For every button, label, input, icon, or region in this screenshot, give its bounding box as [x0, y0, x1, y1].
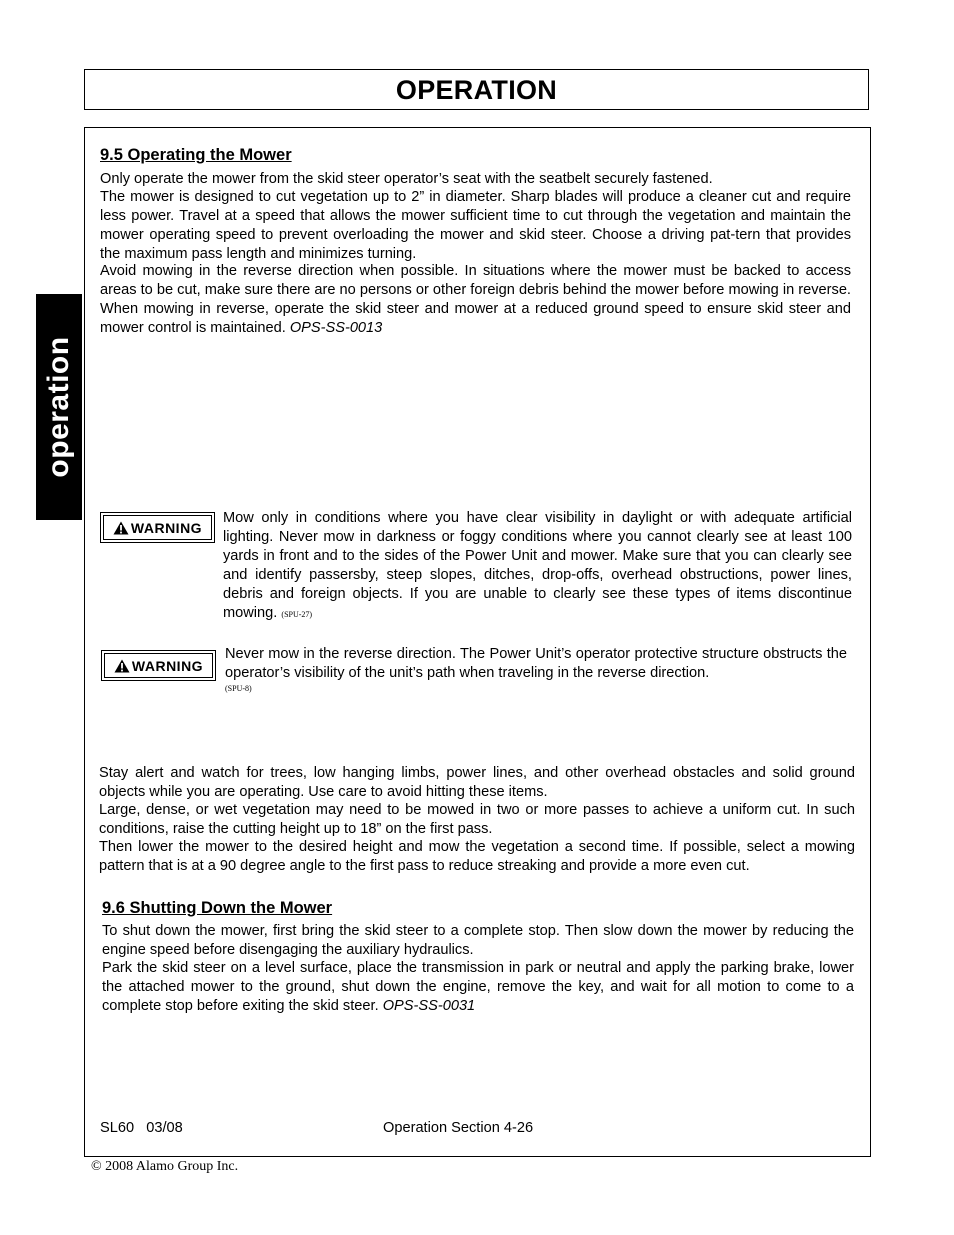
section-95-heading: 9.5 Operating the Mower — [100, 146, 292, 164]
section-96-p1: To shut down the mower, first bring the skid steer to a complete stop. Then slow down the mower by reducing the engine speed before disengaging the auxiliary hydraulics. — [102, 923, 854, 958]
section-95-p4: Stay alert and watch for trees, low hanging limbs, power lines, and other overhead obstacles and solid ground objects while you are operating. Use care to avoid hitting these items. — [99, 765, 855, 800]
warning-badge-2-inner — [104, 653, 213, 678]
warning-badge-1 — [100, 512, 215, 543]
warning-triangle-icon — [113, 521, 129, 535]
side-tab-label: operation — [42, 336, 75, 478]
footer-model: SL60 03/08 — [100, 1120, 183, 1136]
warning-badge-2 — [101, 650, 216, 681]
side-tab — [36, 294, 82, 520]
warning-1-code: (SPU-27) — [281, 610, 313, 619]
warning-triangle-icon — [114, 659, 130, 673]
copyright: © 2008 Alamo Group Inc. — [91, 1159, 239, 1174]
footer-page: Operation Section 4-26 — [383, 1120, 534, 1136]
warning-badge-2-label: WARNING — [131, 657, 204, 674]
section-96-p2-text: Park the skid steer on a level surface, place the transmission in park or neutral and apply the parking brake, lower the attached mower to the ground, shut down the engine, remove the key, and wait for all motion to come to a complete stop before exiting the skid steer. — [102, 960, 854, 1014]
warning-2-text: Never mow in the reverse direction. The Power Unit’s operator protective structure obstructs the operator’s visibility of the unit’s path when traveling in the reverse direction. — [225, 646, 847, 681]
warning-badge-1-label: WARNING — [130, 519, 203, 536]
section-96-heading: 9.6 Shutting Down the Mower — [102, 899, 333, 917]
header-box — [84, 69, 869, 110]
warning-1-text — [223, 509, 852, 624]
section-95-p3 — [100, 262, 851, 338]
section-95-p5: Large, dense, or wet vegetation may need to be mowed in two or more passes to achieve a uniform cut. In such conditions, raise the cutting height up to 18” on the first pass. — [99, 802, 855, 837]
section-95-p3-text: Avoid mowing in the reverse direction when possible. In situations where the mower must be backed to access areas to be cut, make sure there are no persons or other foreign debris behind the mower before mowing in reverse. When mowing in reverse, operate the skid steer and mower at a reduced ground speed to ensure skid steer and mower control is maintained. — [100, 263, 851, 336]
section-95-p6: Then lower the mower to the desired height and mow the vegetation a second time. If possible, select a mowing pattern that is at a 90 degree angle to the first pass to reduce streaking and provide a more even cut. — [99, 839, 855, 874]
warning-badge-1-inner — [103, 515, 212, 540]
page-title: OPERATION — [395, 75, 558, 105]
warning-1-body: Mow only in conditions where you have clear visibility in daylight or with adequate artificial lighting. Never mow in darkness or foggy conditions where you cannot clearly see at least 100 yards in front and to the sides of the Power Unit and mower. Make sure that you can clearly see and identify passersby, steep slopes, ditches, drop-offs, overhead obstructions, power lines, debris and foreign objects. If you are unable to clearly see these types of items discontinue mowing. — [223, 510, 852, 621]
section-95-p1: Only operate the mower from the skid steer operator’s seat with the seatbelt securely fastened. — [100, 171, 713, 187]
section-96-p2 — [102, 959, 854, 1016]
warning-2-code: (SPU-8) — [225, 684, 252, 693]
section-95-p3-ref: OPS-SS-0013 — [289, 320, 383, 336]
section-95-p2: The mower is designed to cut vegetation up to 2” in diameter. Sharp blades will produce a cleaner cut and require less power. Travel at a speed that allows the mower sufficient time to cut through the vegetation and maintain the mower operating speed to prevent overloading the mower and skid steer. Choose a driving pat-tern that provides the maximum pass length and minimizes turning. — [100, 189, 851, 262]
section-96-p2-ref: OPS-SS-0031 — [382, 998, 476, 1014]
